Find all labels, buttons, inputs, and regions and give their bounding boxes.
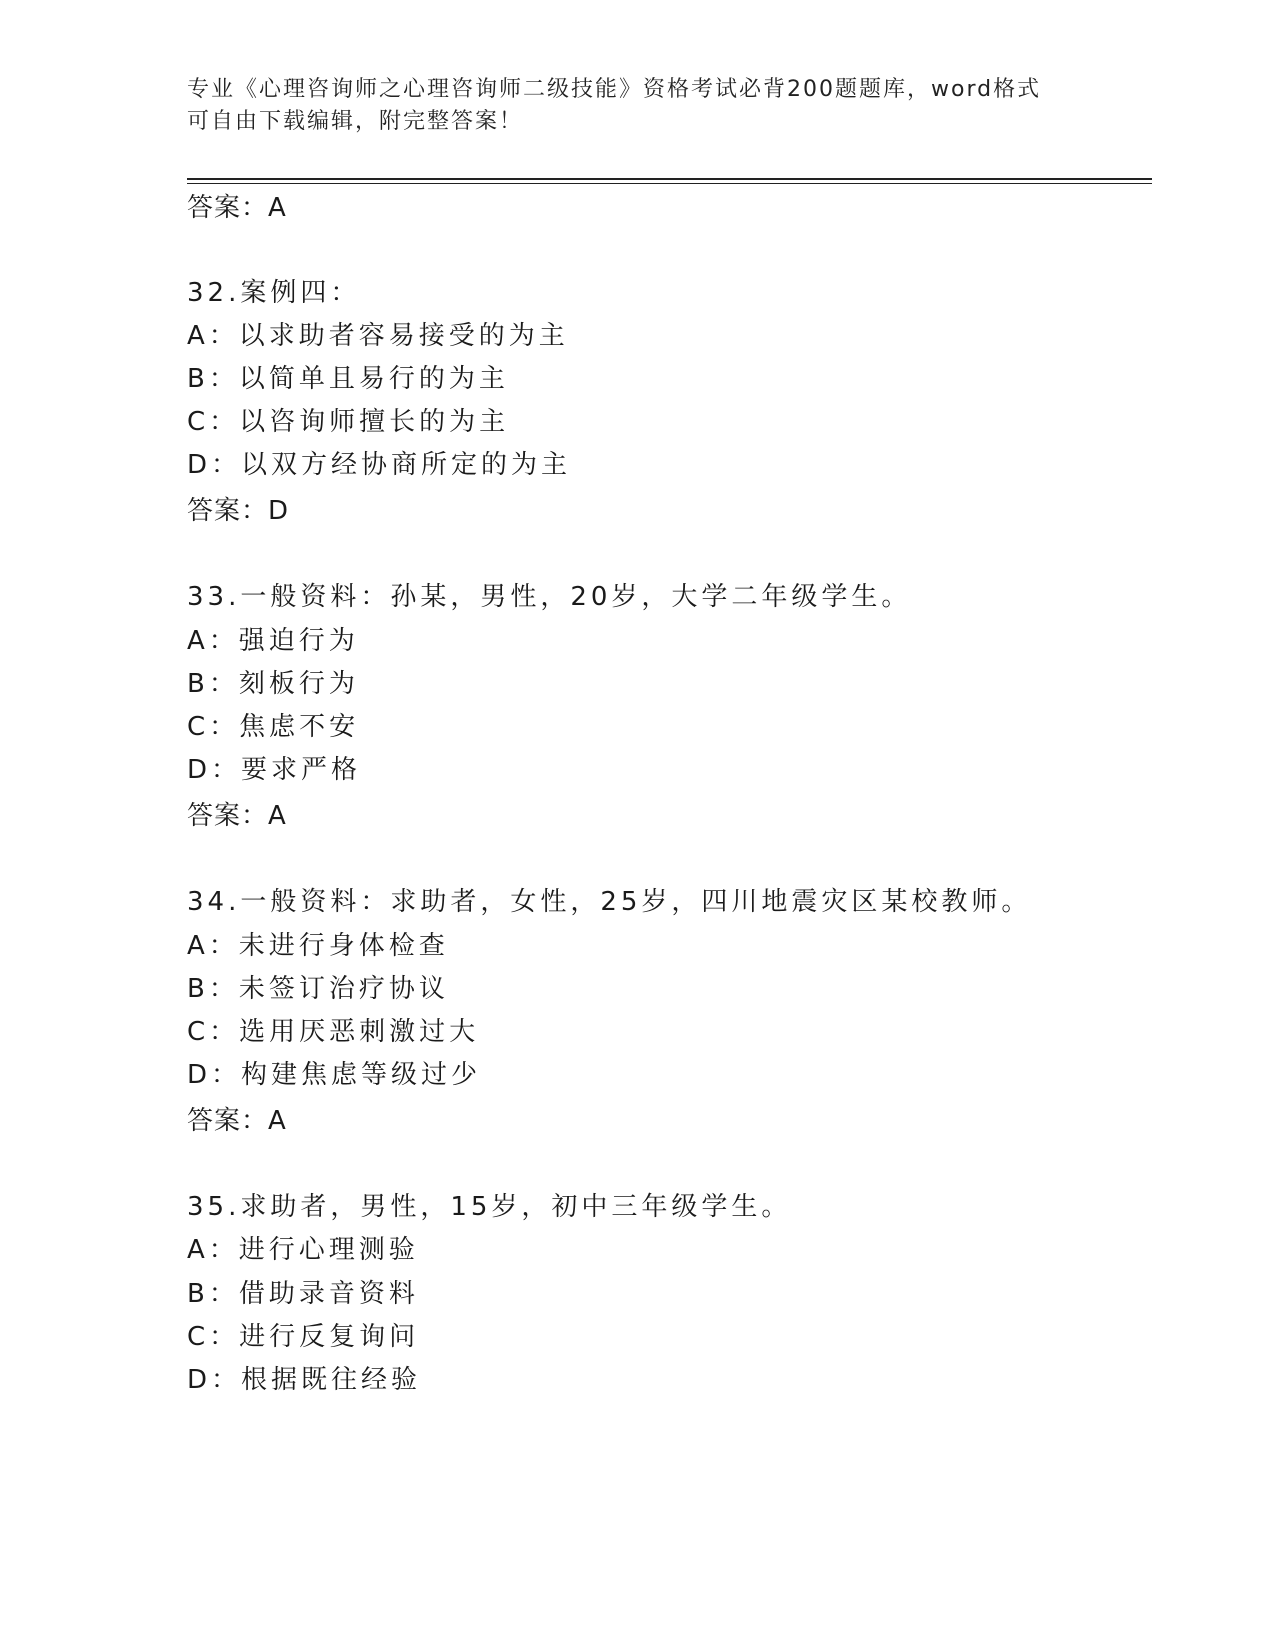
question-34-option-c: C：选用厌恶刺激过大: [187, 1017, 480, 1047]
question-32-option-a: A：以求助者容易接受的为主: [187, 321, 569, 351]
header-divider-thick: [187, 178, 1152, 180]
question-35-option-c: C：进行反复询问: [187, 1322, 420, 1352]
question-35-option-b: B：借助录音资料: [187, 1279, 419, 1309]
question-33-stem: 33.一般资料：孙某，男性，20岁，大学二年级学生。: [187, 582, 912, 612]
question-32-answer: 答案：D: [187, 496, 290, 526]
header-divider-thin: [187, 183, 1152, 184]
question-33-option-d: D：要求严格: [187, 755, 362, 785]
header-line-1: 专业《心理咨询师之心理咨询师二级技能》资格考试必背200题题库，word格式: [187, 77, 1042, 102]
question-33-option-b: B：刻板行为: [187, 669, 359, 699]
question-33-option-c: C：焦虑不安: [187, 712, 360, 742]
question-34-option-b: B：未签订治疗协议: [187, 974, 449, 1004]
question-35-option-d: D：根据既往经验: [187, 1365, 422, 1395]
answer-31: 答案：A: [187, 193, 287, 223]
question-32-stem: 32.案例四：: [187, 278, 361, 308]
question-33-answer: 答案：A: [187, 801, 287, 831]
question-34-answer: 答案：A: [187, 1106, 287, 1136]
question-32-option-b: B：以简单且易行的为主: [187, 364, 509, 394]
question-32-option-c: C：以咨询师擅长的为主: [187, 407, 510, 437]
question-33-option-a: A：强迫行为: [187, 626, 359, 656]
question-35-option-a: A：进行心理测验: [187, 1235, 419, 1265]
header-line-2: 可自由下载编辑，附完整答案！: [187, 109, 524, 134]
question-34-stem: 34.一般资料：求助者，女性，25岁，四川地震灾区某校教师。: [187, 887, 1032, 917]
question-32-option-d: D：以双方经协商所定的为主: [187, 450, 572, 480]
question-34-option-d: D：构建焦虑等级过少: [187, 1060, 482, 1090]
document-header: [187, 74, 1087, 138]
question-35-stem: 35.求助者，男性，15岁，初中三年级学生。: [187, 1192, 792, 1222]
question-34-option-a: A：未进行身体检查: [187, 931, 449, 961]
